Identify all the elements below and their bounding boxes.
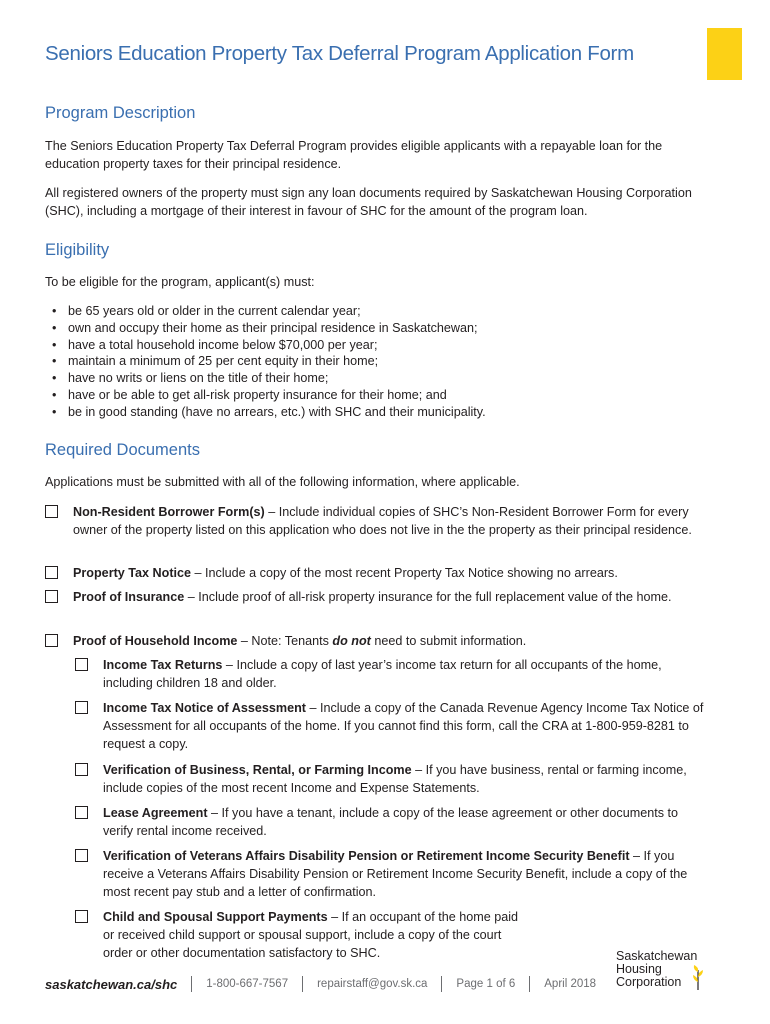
- item-description: – If an occupant of the home paid or received child support or spousal support, include a copy of the court order or other documentation satisfactory to SHC.: [103, 910, 519, 961]
- logo-line-2: Housing: [616, 962, 662, 976]
- item-description: – Include a copy of last year’s income tax return for all occupants of the home, including children 18 and older.: [103, 658, 662, 691]
- item-description: need to submit information.: [370, 634, 527, 648]
- eligibility-item: • be in good standing (have no arrears, etc.) with SHC and their municipality.: [52, 404, 486, 421]
- page-footer: [45, 976, 596, 992]
- shc-logo: [616, 950, 716, 992]
- eligibility-intro: To be eligible for the program, applicant(s) must:: [45, 275, 315, 289]
- program-paragraph-2: All registered owners of the property must sign any loan documents required by Saskatchewan Housing Corporation (SHC), including a mortgage of their interest in favour of SHC for the amount of the program loan.: [45, 186, 692, 218]
- footer-phone: 1-800-667-7567: [206, 978, 289, 990]
- page-title: Seniors Education Property Tax Deferral Program Application Form: [45, 42, 634, 65]
- checkbox[interactable]: [45, 634, 58, 647]
- item-description: – If you have business, rental or farming income, include copies of the most recent Income and Expense Statements.: [103, 763, 687, 796]
- footer-divider: [441, 976, 442, 992]
- footer-date: April 2018: [544, 978, 597, 990]
- checkbox[interactable]: [75, 658, 88, 671]
- footer-divider: [191, 976, 192, 992]
- logo-line-1: Saskatchewan: [616, 949, 698, 963]
- item-title: Property Tax Notice: [73, 566, 192, 580]
- item-title: Verification of Business, Rental, or Farming Income: [103, 763, 412, 777]
- eligibility-item: • own and occupy their home as their principal residence in Saskatchewan;: [52, 320, 486, 337]
- program-paragraph-1: The Seniors Education Property Tax Deferral Program provides eligible applicants with a repayable loan for the education property taxes for their principal residence.: [45, 139, 663, 171]
- eligibility-item: • have or be able to get all-risk property insurance for their home; and: [52, 387, 486, 404]
- eligibility-item: • maintain a minimum of 25 per cent equity in their home;: [52, 353, 486, 370]
- item-title: Child and Spousal Support Payments: [103, 910, 328, 924]
- checkbox[interactable]: [45, 590, 58, 603]
- footer-website-link[interactable]: saskatchewan.ca/shc: [45, 976, 178, 992]
- item-title: Non-Resident Borrower Form(s): [73, 505, 265, 519]
- item-title: Proof of Household Income: [73, 634, 238, 648]
- program-description-heading: Program Description: [45, 104, 196, 122]
- checkbox[interactable]: [75, 910, 88, 923]
- checkbox[interactable]: [75, 763, 88, 776]
- item-title: Income Tax Notice of Assessment: [103, 701, 306, 715]
- eligibility-list: [52, 303, 486, 421]
- footer-divider: [302, 976, 303, 992]
- item-description: – If you receive a Veterans Affairs Disability Pension or Retirement Income Security Benefit, include a copy of the most recent pay stub and a letter of confirmation.: [103, 849, 688, 900]
- checkbox[interactable]: [75, 701, 88, 714]
- yellow-corner-tab: [707, 28, 742, 80]
- item-title: Income Tax Returns: [103, 658, 223, 672]
- item-title: Lease Agreement: [103, 806, 208, 820]
- eligibility-item: • be 65 years old or older in the current calendar year;: [52, 303, 486, 320]
- item-title: Proof of Insurance: [73, 590, 185, 604]
- item-description: – Include proof of all-risk property insurance for the full replacement value of the home.: [184, 590, 672, 604]
- checkbox[interactable]: [75, 849, 88, 862]
- item-emphasis: do not: [332, 634, 371, 648]
- eligibility-item: • have no writs or liens on the title of their home;: [52, 370, 486, 387]
- footer-email[interactable]: repairstaff@gov.sk.ca: [317, 978, 428, 990]
- footer-page-number: Page 1 of 6: [456, 978, 516, 990]
- footer-divider: [529, 976, 530, 992]
- eligibility-item: • have a total household income below $70,000 per year;: [52, 337, 486, 354]
- checkbox[interactable]: [45, 566, 58, 579]
- logo-line-3: Corporation: [616, 975, 682, 989]
- item-description: – Include a copy of the Canada Revenue Agency Income Tax Notice of Assessment for all occupants of the home. If you cannot find this form, call the CRA at 1-800-959-8281 to request a copy.: [103, 701, 704, 752]
- item-description: – Include individual copies of SHC’s Non-Resident Borrower Form for every owner of the property listed on this application who does not live in the the property as their principal residence.: [73, 505, 692, 538]
- eligibility-heading: Eligibility: [45, 241, 110, 259]
- required-documents-heading: Required Documents: [45, 441, 200, 459]
- checkbox[interactable]: [45, 505, 58, 518]
- item-description: – If you have a tenant, include a copy of the lease agreement or other documents to verify rental income received.: [103, 806, 678, 839]
- item-title: Verification of Veterans Affairs Disability Pension or Retirement Income Security Benefit: [103, 849, 630, 863]
- logo-wheat-icon: [690, 964, 706, 990]
- item-description: – Include a copy of the most recent Property Tax Notice showing no arrears.: [191, 566, 618, 580]
- required-documents-intro: Applications must be submitted with all of the following information, where applicable.: [45, 475, 520, 489]
- item-description: – Note: Tenants: [237, 634, 333, 648]
- checkbox[interactable]: [75, 806, 88, 819]
